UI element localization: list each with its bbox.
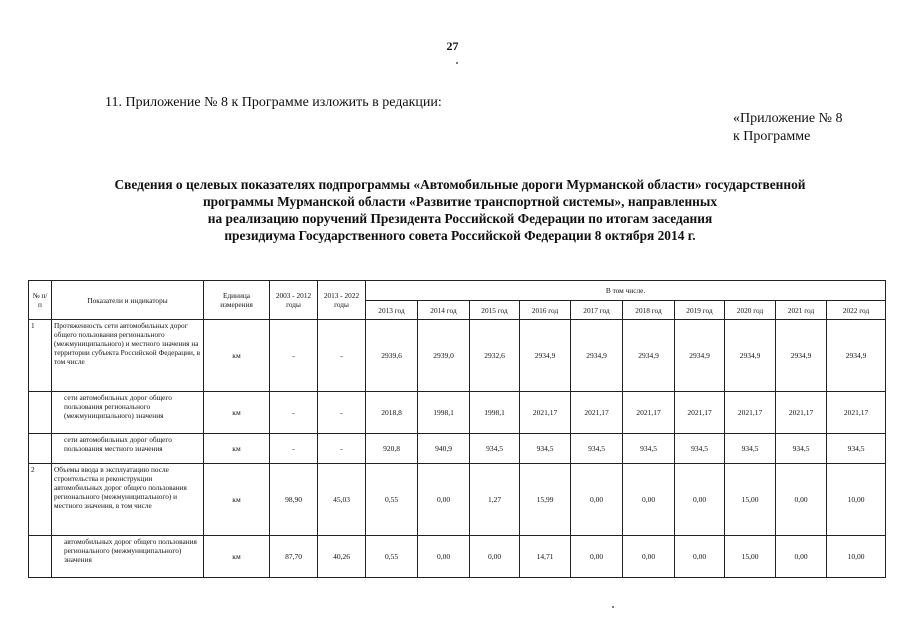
row-value-2018: 934,5 <box>623 434 675 464</box>
page-number: 27 <box>446 39 459 53</box>
row-value-2021: 2021,17 <box>776 392 827 434</box>
row-value-2003-2012: - <box>270 392 318 434</box>
row-value-2016: 2021,17 <box>520 392 571 434</box>
indicators-table <box>28 280 886 578</box>
row-value-2020: 934,5 <box>725 434 776 464</box>
row-value-2003-2012: 87,70 <box>270 536 318 578</box>
row-value-2014: 2939,0 <box>418 320 470 392</box>
table-row <box>29 434 886 464</box>
row-value-2018: 0,00 <box>623 464 675 536</box>
row-value-2013-2022: 45,03 <box>318 464 366 536</box>
header-year: 2013 год <box>366 301 418 320</box>
row-value-2022: 2934,9 <box>827 320 886 392</box>
header-year: 2021 год <box>776 301 827 320</box>
row-value-2015: 934,5 <box>470 434 520 464</box>
row-value-2019: 2934,9 <box>675 320 725 392</box>
table-row <box>29 536 886 578</box>
row-value-2019: 0,00 <box>675 464 725 536</box>
row-value-2018: 2934,9 <box>623 320 675 392</box>
row-unit: км <box>204 320 270 392</box>
row-value-2013: 0,55 <box>366 464 418 536</box>
row-value-2013-2022: - <box>318 320 366 392</box>
row-value-2018: 2021,17 <box>623 392 675 434</box>
row-unit: км <box>204 464 270 536</box>
header-year: 2019 год <box>675 301 725 320</box>
appendix-reference-line: «Приложение № 8 <box>733 111 843 126</box>
row-value-2013: 2939,6 <box>366 320 418 392</box>
header-year: 2020 год <box>725 301 776 320</box>
scan-speck <box>612 606 614 608</box>
row-indicator-name: сети автомобильных дорог общего пользования регионального (межмуниципального) значения <box>52 392 204 434</box>
scan-speck <box>456 62 458 64</box>
row-value-2019: 0,00 <box>675 536 725 578</box>
row-number <box>29 434 52 464</box>
row-unit: км <box>204 434 270 464</box>
row-value-2015: 1,27 <box>470 464 520 536</box>
row-value-2017: 2021,17 <box>571 392 623 434</box>
row-value-2003-2012: 98,90 <box>270 464 318 536</box>
row-value-2016: 14,71 <box>520 536 571 578</box>
title-line: Сведения о целевых показателях подпрограммы «Автомобильные дороги Мурманской области» государственной <box>114 177 806 192</box>
appendix-reference-line: к Программе <box>733 129 811 144</box>
row-value-2020: 2021,17 <box>725 392 776 434</box>
row-value-2014: 1998,1 <box>418 392 470 434</box>
amendment-instruction: 11. Приложение № 8 к Программе изложить в редакции: <box>105 95 442 110</box>
row-indicator-name: Протяженность сети автомобильных дорог общего пользования регионального (межмуниципального) и местного значения на территории субъекта Российской Федерации, в том числе <box>52 320 204 392</box>
row-value-2017: 0,00 <box>571 464 623 536</box>
table-row <box>29 464 886 536</box>
row-number: 1 <box>29 320 52 392</box>
row-value-2017: 2934,9 <box>571 320 623 392</box>
row-value-2020: 2934,9 <box>725 320 776 392</box>
header-num: № п/п <box>29 281 52 320</box>
appendix-reference <box>733 110 843 146</box>
row-value-2019: 934,5 <box>675 434 725 464</box>
row-value-2022: 934,5 <box>827 434 886 464</box>
table-row <box>29 392 886 434</box>
row-value-2022: 2021,17 <box>827 392 886 434</box>
row-value-2015: 1998,1 <box>470 392 520 434</box>
row-number <box>29 392 52 434</box>
row-value-2021: 0,00 <box>776 536 827 578</box>
row-value-2021: 0,00 <box>776 464 827 536</box>
row-value-2016: 934,5 <box>520 434 571 464</box>
row-value-2016: 2934,9 <box>520 320 571 392</box>
header-unit: Единица измерения <box>204 281 270 320</box>
row-value-2020: 15,00 <box>725 536 776 578</box>
row-value-2019: 2021,17 <box>675 392 725 434</box>
row-value-2022: 10,00 <box>827 536 886 578</box>
title-line: президиума Государственного совета Российской Федерации 8 октября 2014 г. <box>224 228 696 243</box>
table-row <box>29 320 886 392</box>
row-value-2003-2012: - <box>270 434 318 464</box>
row-value-2013: 2018,8 <box>366 392 418 434</box>
row-value-2017: 934,5 <box>571 434 623 464</box>
row-value-2014: 0,00 <box>418 536 470 578</box>
row-unit: км <box>204 536 270 578</box>
row-value-2014: 940,9 <box>418 434 470 464</box>
header-year: 2014 год <box>418 301 470 320</box>
row-value-2003-2012: - <box>270 320 318 392</box>
row-indicator-name: Объемы ввода в эксплуатацию после строительства и реконструкции автомобильных дорог общего пользования регионального (межмуниципального) и местного значения, в том числе <box>52 464 204 536</box>
row-value-2022: 10,00 <box>827 464 886 536</box>
document-title <box>40 176 880 244</box>
row-value-2018: 0,00 <box>623 536 675 578</box>
table-header-row <box>29 281 886 301</box>
row-value-2016: 15,99 <box>520 464 571 536</box>
row-number: 2 <box>29 464 52 536</box>
title-line: на реализацию поручений Президента Российской Федерации по итогам заседания <box>207 211 713 226</box>
header-year: 2018 год <box>623 301 675 320</box>
header-year: 2016 год <box>520 301 571 320</box>
title-line: программы Мурманской области «Развитие транспортной системы», направленных <box>202 194 718 209</box>
header-year: 2017 год <box>571 301 623 320</box>
row-indicator-name: автомобильных дорог общего пользования регионального (межмуниципального) значения <box>52 536 204 578</box>
row-value-2013: 920,8 <box>366 434 418 464</box>
row-indicator-name: сети автомобильных дорог общего пользования местного значения <box>52 434 204 464</box>
row-value-2014: 0,00 <box>418 464 470 536</box>
header-name: Показатели и индикаторы <box>52 281 204 320</box>
row-value-2013: 0,55 <box>366 536 418 578</box>
row-value-2015: 0,00 <box>470 536 520 578</box>
row-value-2021: 2934,9 <box>776 320 827 392</box>
header-year: 2022 год <box>827 301 886 320</box>
row-value-2015: 2932,6 <box>470 320 520 392</box>
row-value-2013-2022: - <box>318 434 366 464</box>
row-number <box>29 536 52 578</box>
row-value-2021: 934,5 <box>776 434 827 464</box>
row-unit: км <box>204 392 270 434</box>
row-value-2020: 15,00 <box>725 464 776 536</box>
header-period-2013-2022: 2013 - 2022 годы <box>318 281 366 320</box>
row-value-2013-2022: - <box>318 392 366 434</box>
header-period-2003-2012: 2003 - 2012 годы <box>270 281 318 320</box>
row-value-2017: 0,00 <box>571 536 623 578</box>
row-value-2013-2022: 40,26 <box>318 536 366 578</box>
header-year: 2015 год <box>470 301 520 320</box>
header-including: В том числе. <box>366 281 886 301</box>
